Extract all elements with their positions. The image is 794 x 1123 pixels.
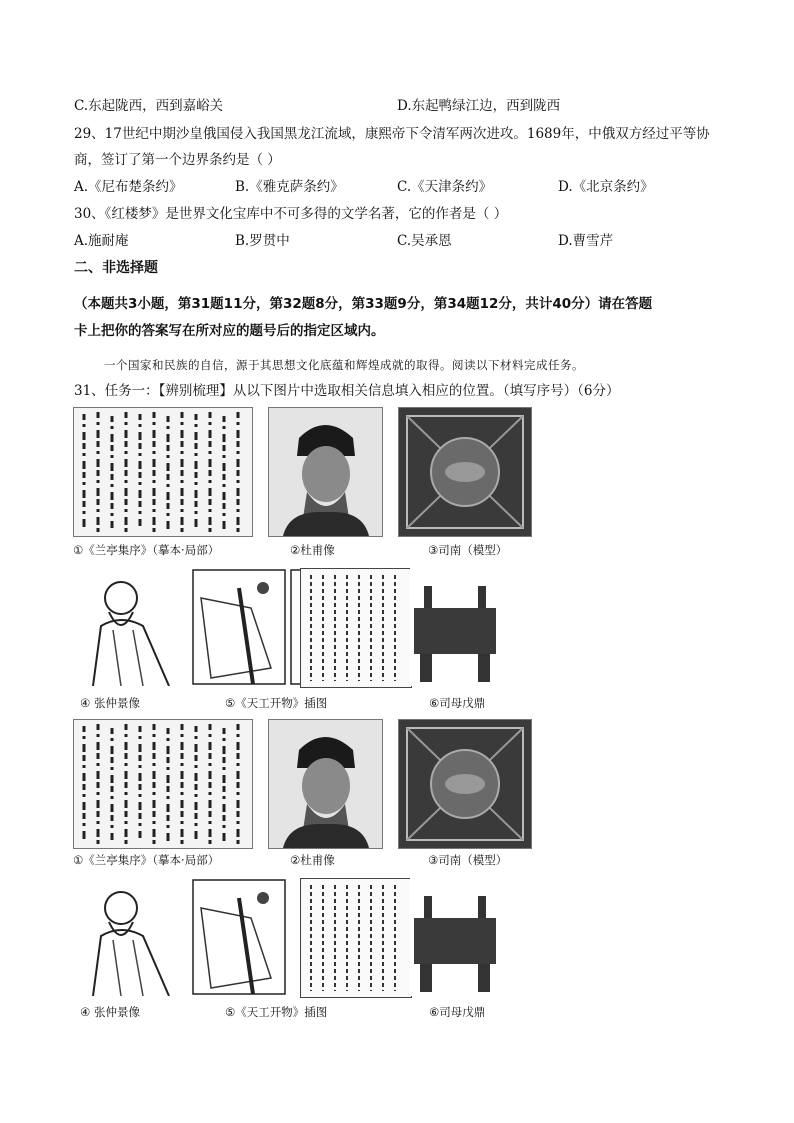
houmuwu-ding-image: [410, 878, 500, 996]
lanting-calligraphy-image: [73, 719, 253, 849]
section-title: 二、非选择题: [74, 260, 158, 276]
sinan-compass-image: [398, 719, 532, 849]
zhang-zhongjing-portrait-image: [73, 878, 183, 996]
q29-stem-line2: 商，签订了第一个边界条约是（ ）: [74, 152, 281, 168]
zhang-zhongjing-portrait-image: [73, 568, 183, 686]
caption-zhang-zhongjing: ④ 张仲景像: [80, 696, 140, 710]
caption-houmuwu-ding: ⑥司母戊鼎: [429, 1005, 486, 1019]
caption-tiangong-kaiwu: ⑤《天工开物》插图: [225, 696, 328, 710]
caption-houmuwu-ding: ⑥司母戊鼎: [429, 696, 486, 710]
houmuwu-ding-image: [410, 568, 500, 686]
material-intro: 一个国家和民族的自信，源于其思想文化底蕴和辉煌成就的取得。阅读以下材料完成任务。: [104, 358, 584, 372]
q29-option-b: B.《雅克萨条约》: [235, 179, 344, 195]
caption-sinan: ③司南（模型）: [428, 853, 508, 867]
q31-stem: 31、任务一：【辨别梳理】从以下图片中选取相关信息填入相应的位置。（填写序号）（6分）: [74, 383, 620, 399]
caption-sinan: ③司南（模型）: [428, 543, 508, 557]
q30-option-b: B.罗贯中: [235, 233, 290, 249]
tiangong-kaiwu-text-page: [300, 878, 412, 998]
q28-option-c: C.东起陇西，西到嘉峪关: [74, 98, 224, 114]
q30-option-c: C.吴承恩: [397, 233, 452, 249]
caption-du-fu: ②杜甫像: [290, 853, 335, 867]
q30-stem: 30、《红楼梦》是世界文化宝库中不可多得的文学名著，它的作者是（ ）: [74, 206, 508, 222]
section-instruction-line2: 卡上把你的答案写在所对应的题号后的指定区域内。: [74, 323, 385, 339]
lanting-calligraphy-image: [73, 407, 253, 537]
q28-option-d: D.东起鸭绿江边，西到陇西: [397, 98, 561, 114]
caption-tiangong-kaiwu: ⑤《天工开物》插图: [225, 1005, 328, 1019]
tiangong-kaiwu-text-page: [300, 568, 412, 688]
caption-zhang-zhongjing: ④ 张仲景像: [80, 1005, 140, 1019]
du-fu-portrait-image: [268, 407, 383, 537]
caption-lanting: ①《兰亭集序》（摹本·局部）: [73, 853, 220, 867]
du-fu-portrait-image: [268, 719, 383, 849]
q30-option-d: D.曹雪芹: [558, 233, 614, 249]
sinan-compass-image: [398, 407, 532, 537]
q29-option-a: A.《尼布楚条约》: [74, 179, 183, 195]
section-instruction-line1: （本题共3小题，第31题11分，第32题8分，第33题9分，第34题12分，共计40分）请在答题: [74, 296, 653, 312]
caption-du-fu: ②杜甫像: [290, 543, 335, 557]
q30-option-a: A.施耐庵: [74, 233, 129, 249]
q29-stem-line1: 29、17世纪中期沙皇俄国侵入我国黑龙江流域，康熙帝下令清军两次进攻。1689年，中俄双方经过平等协: [74, 126, 710, 142]
q29-option-c: C.《天津条约》: [397, 179, 493, 195]
caption-lanting: ①《兰亭集序》（摹本·局部）: [73, 543, 220, 557]
q29-option-d: D.《北京条约》: [558, 179, 654, 195]
